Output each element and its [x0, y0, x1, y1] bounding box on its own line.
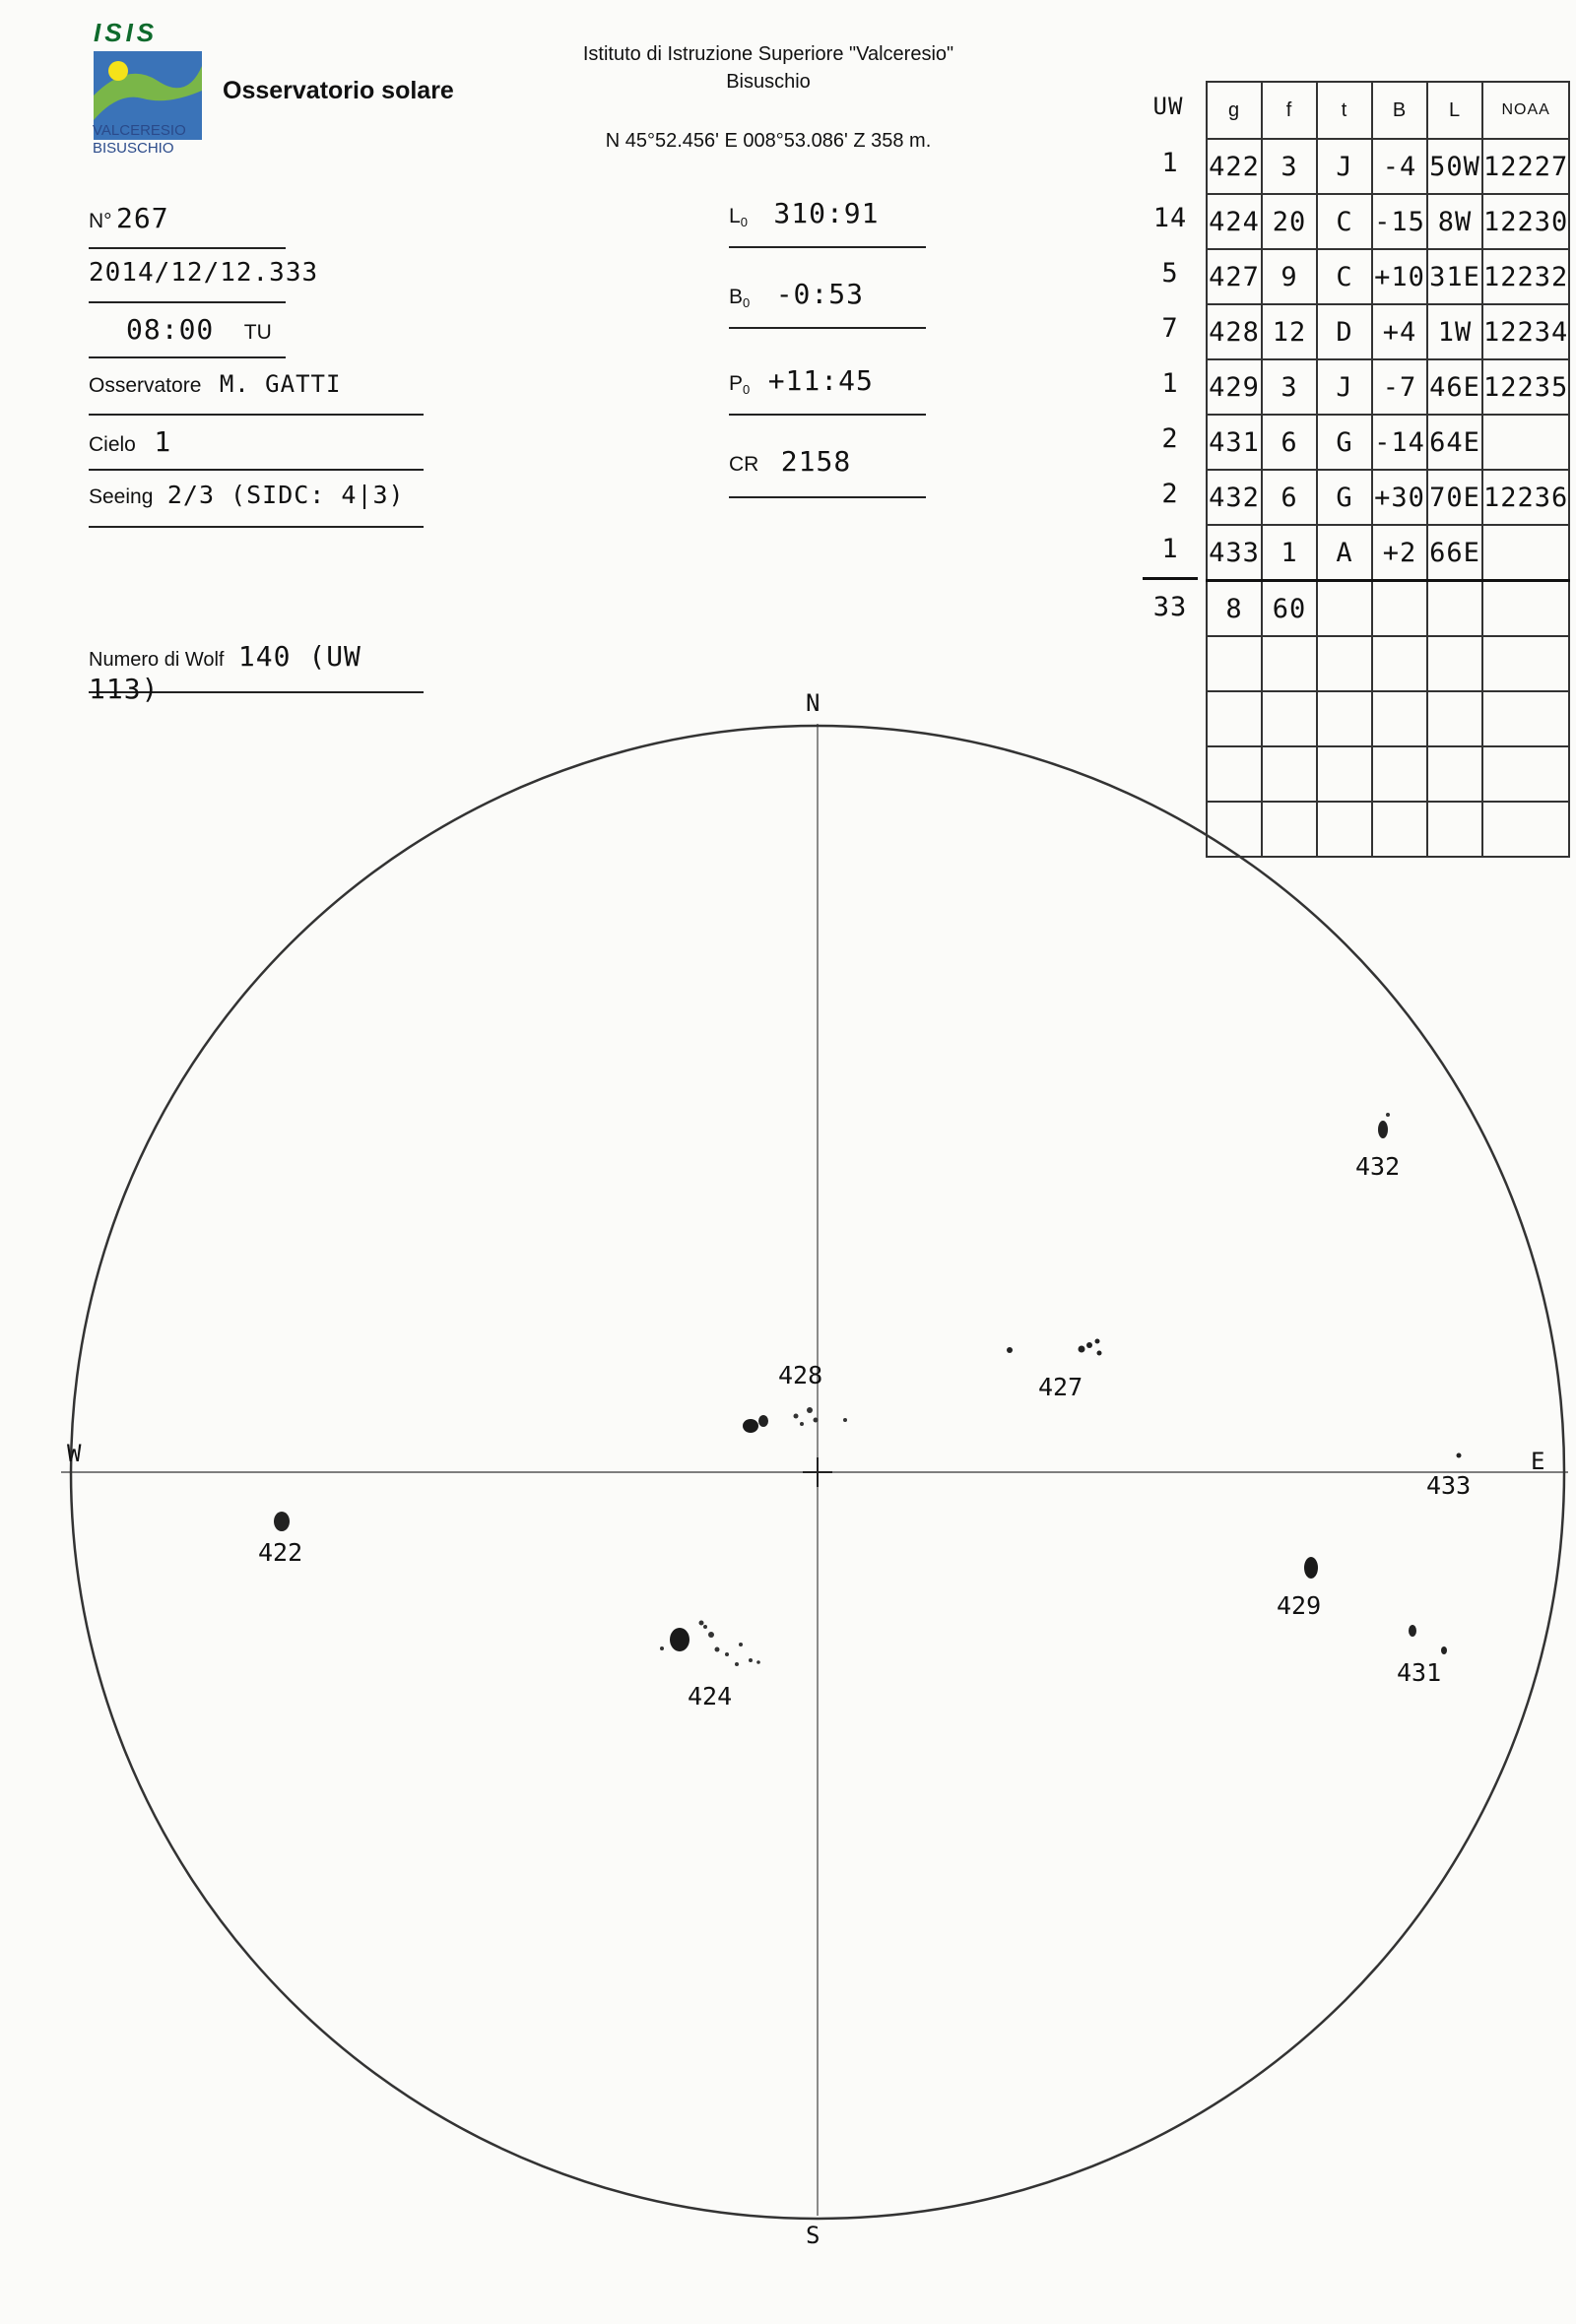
cell-l: 46E [1427, 359, 1482, 415]
table-row [1207, 194, 1569, 249]
uw-value: 5 [1161, 258, 1179, 289]
group-label-428: 428 [778, 1361, 823, 1389]
header-noaa: NOAA [1482, 82, 1569, 139]
p0-label: P [729, 372, 744, 395]
empty-cell [1317, 581, 1372, 637]
sunspot-group-422 [274, 1512, 290, 1531]
cell-noaa: 12235 [1482, 359, 1569, 415]
uw-value: 1 [1161, 534, 1179, 564]
b0-value: -0:53 [775, 278, 864, 310]
solar-disk-drawing [0, 679, 1576, 2324]
west-label: W [67, 1440, 82, 1467]
empty-cell [1482, 581, 1569, 637]
cell-t: G [1317, 415, 1372, 470]
table-header-row [1207, 82, 1569, 139]
sunspot-group-427 [1007, 1339, 1102, 1356]
cell-l: 31E [1427, 249, 1482, 304]
group-label-433: 433 [1426, 1471, 1472, 1500]
header-t: t [1317, 82, 1372, 139]
time-unit: TU [243, 321, 272, 344]
observer-value: M. GATTI [219, 370, 342, 398]
group-label-422: 422 [258, 1538, 303, 1567]
observer-label: Osservatore [89, 374, 202, 397]
empty-cell [1372, 581, 1427, 637]
cell-l: 66E [1427, 525, 1482, 581]
cell-l: 8W [1427, 194, 1482, 249]
sky-label: Cielo [89, 433, 136, 456]
institute-location: Bisuschio [726, 71, 811, 93]
sky-value: 1 [154, 425, 172, 458]
table-row [1207, 359, 1569, 415]
cell-f: 12 [1262, 304, 1317, 359]
seeing-value: 2/3 (SIDC: 4|3) [166, 481, 405, 509]
l0-value: 310:91 [773, 197, 880, 229]
cell-f: 6 [1262, 470, 1317, 525]
cell-b: -15 [1372, 194, 1427, 249]
cell-t: J [1317, 139, 1372, 194]
header-l: L [1427, 82, 1482, 139]
cell-b: -4 [1372, 139, 1427, 194]
cell-g: 431 [1207, 415, 1262, 470]
logo-subtitle-1: VALCERESIO [93, 122, 186, 139]
page-title: Osservatorio solare [223, 77, 454, 104]
cell-f: 6 [1262, 415, 1317, 470]
seeing-field [89, 481, 424, 528]
cell-noaa: 12234 [1482, 304, 1569, 359]
table-row [1207, 525, 1569, 581]
south-label: S [806, 2222, 821, 2249]
cell-g: 422 [1207, 139, 1262, 194]
b0-field: $B_0$ -0:53 [729, 278, 926, 329]
uw-value: 7 [1161, 313, 1179, 344]
date-value: 2014/12/12.333 [89, 258, 319, 288]
table-row [1207, 415, 1569, 470]
table-row [1207, 304, 1569, 359]
cell-l: 70E [1427, 470, 1482, 525]
cr-label: CR [729, 453, 759, 476]
header-b: B [1372, 82, 1427, 139]
cell-b: -14 [1372, 415, 1427, 470]
l0-label: L [729, 205, 741, 227]
time-value: 08:00 [126, 313, 215, 346]
p0-field: $P_0$ +11:45 [729, 364, 926, 416]
group-label-432: 432 [1355, 1152, 1401, 1181]
uw-column [1143, 136, 1198, 635]
sunspot-group-428 [743, 1407, 847, 1433]
cell-f: 9 [1262, 249, 1317, 304]
cell-t: G [1317, 470, 1372, 525]
uw-header: UW [1152, 93, 1184, 120]
uw-total: 33 [1143, 577, 1198, 635]
group-label-427: 427 [1038, 1373, 1084, 1401]
cell-t: J [1317, 359, 1372, 415]
cell-t: C [1317, 194, 1372, 249]
sunspot-group-429 [1304, 1557, 1318, 1579]
cell-g: 432 [1207, 470, 1262, 525]
cell-b: +10 [1372, 249, 1427, 304]
cell-g: 433 [1207, 525, 1262, 581]
group-label-431: 431 [1397, 1658, 1442, 1687]
cell-l: 64E [1427, 415, 1482, 470]
number-value: 267 [116, 202, 169, 234]
uw-value: 14 [1152, 203, 1188, 233]
cell-noaa [1482, 415, 1569, 470]
table-row [1207, 249, 1569, 304]
east-label: E [1531, 1448, 1545, 1475]
sky-field [89, 425, 424, 471]
uw-value: 1 [1161, 148, 1179, 178]
seeing-label: Seeing [89, 485, 154, 508]
wolf-label: Numero di Wolf [89, 649, 225, 671]
cell-noaa: 12232 [1482, 249, 1569, 304]
institute-name: Istituto di Istruzione Superiore "Valceresio" [582, 43, 954, 65]
cell-f: 20 [1262, 194, 1317, 249]
cell-f: 3 [1262, 139, 1317, 194]
number-label: N° [89, 210, 112, 232]
cell-b: +2 [1372, 525, 1427, 581]
cell-b: +4 [1372, 304, 1427, 359]
cell-t: C [1317, 249, 1372, 304]
cr-value: 2158 [780, 445, 852, 478]
number-field [89, 202, 286, 249]
cr-field [729, 445, 926, 498]
table-totals-row [1207, 581, 1569, 637]
cell-noaa: 12227 [1482, 139, 1569, 194]
uw-value: 1 [1161, 368, 1179, 399]
table-row [1207, 470, 1569, 525]
group-label-424: 424 [688, 1682, 733, 1711]
cell-noaa [1482, 525, 1569, 581]
p0-value: +11:45 [767, 364, 874, 397]
sunspot-group-424 [660, 1621, 760, 1667]
cell-t: D [1317, 304, 1372, 359]
cell-noaa: 12230 [1482, 194, 1569, 249]
l0-field: $L_0$ 310:91 [729, 197, 926, 248]
wolf-value: 140 (UW 113) [89, 640, 361, 705]
total-f: 60 [1262, 581, 1317, 637]
date-field [89, 258, 319, 303]
cell-l: 1W [1427, 304, 1482, 359]
cell-noaa: 12236 [1482, 470, 1569, 525]
empty-cell [1427, 581, 1482, 637]
cell-t: A [1317, 525, 1372, 581]
cell-b: +30 [1372, 470, 1427, 525]
cell-g: 428 [1207, 304, 1262, 359]
north-label: N [806, 689, 821, 717]
cell-f: 1 [1262, 525, 1317, 581]
b0-label: B [729, 286, 744, 308]
cell-b: -7 [1372, 359, 1427, 415]
header-f: f [1262, 82, 1317, 139]
logo-brand-text: ISIS [94, 18, 159, 47]
observer-field [89, 370, 424, 416]
time-field [89, 313, 286, 358]
cell-f: 3 [1262, 359, 1317, 415]
uw-value: 2 [1161, 423, 1179, 454]
sunspot-group-433 [1457, 1453, 1462, 1458]
header-g: g [1207, 82, 1262, 139]
sunspot-group-431 [1409, 1625, 1447, 1654]
cell-g: 427 [1207, 249, 1262, 304]
sunspot-group-432 [1378, 1113, 1390, 1138]
uw-value: 2 [1161, 479, 1179, 509]
logo-subtitle-2: BISUSCHIO [93, 140, 174, 157]
observatory-coordinates: N 45°52.456' E 008°53.086' Z 358 m. [605, 130, 932, 152]
cell-g: 429 [1207, 359, 1262, 415]
group-label-429: 429 [1277, 1591, 1322, 1620]
cell-g: 424 [1207, 194, 1262, 249]
total-g: 8 [1207, 581, 1262, 637]
cell-l: 50W [1427, 139, 1482, 194]
table-row [1207, 139, 1569, 194]
